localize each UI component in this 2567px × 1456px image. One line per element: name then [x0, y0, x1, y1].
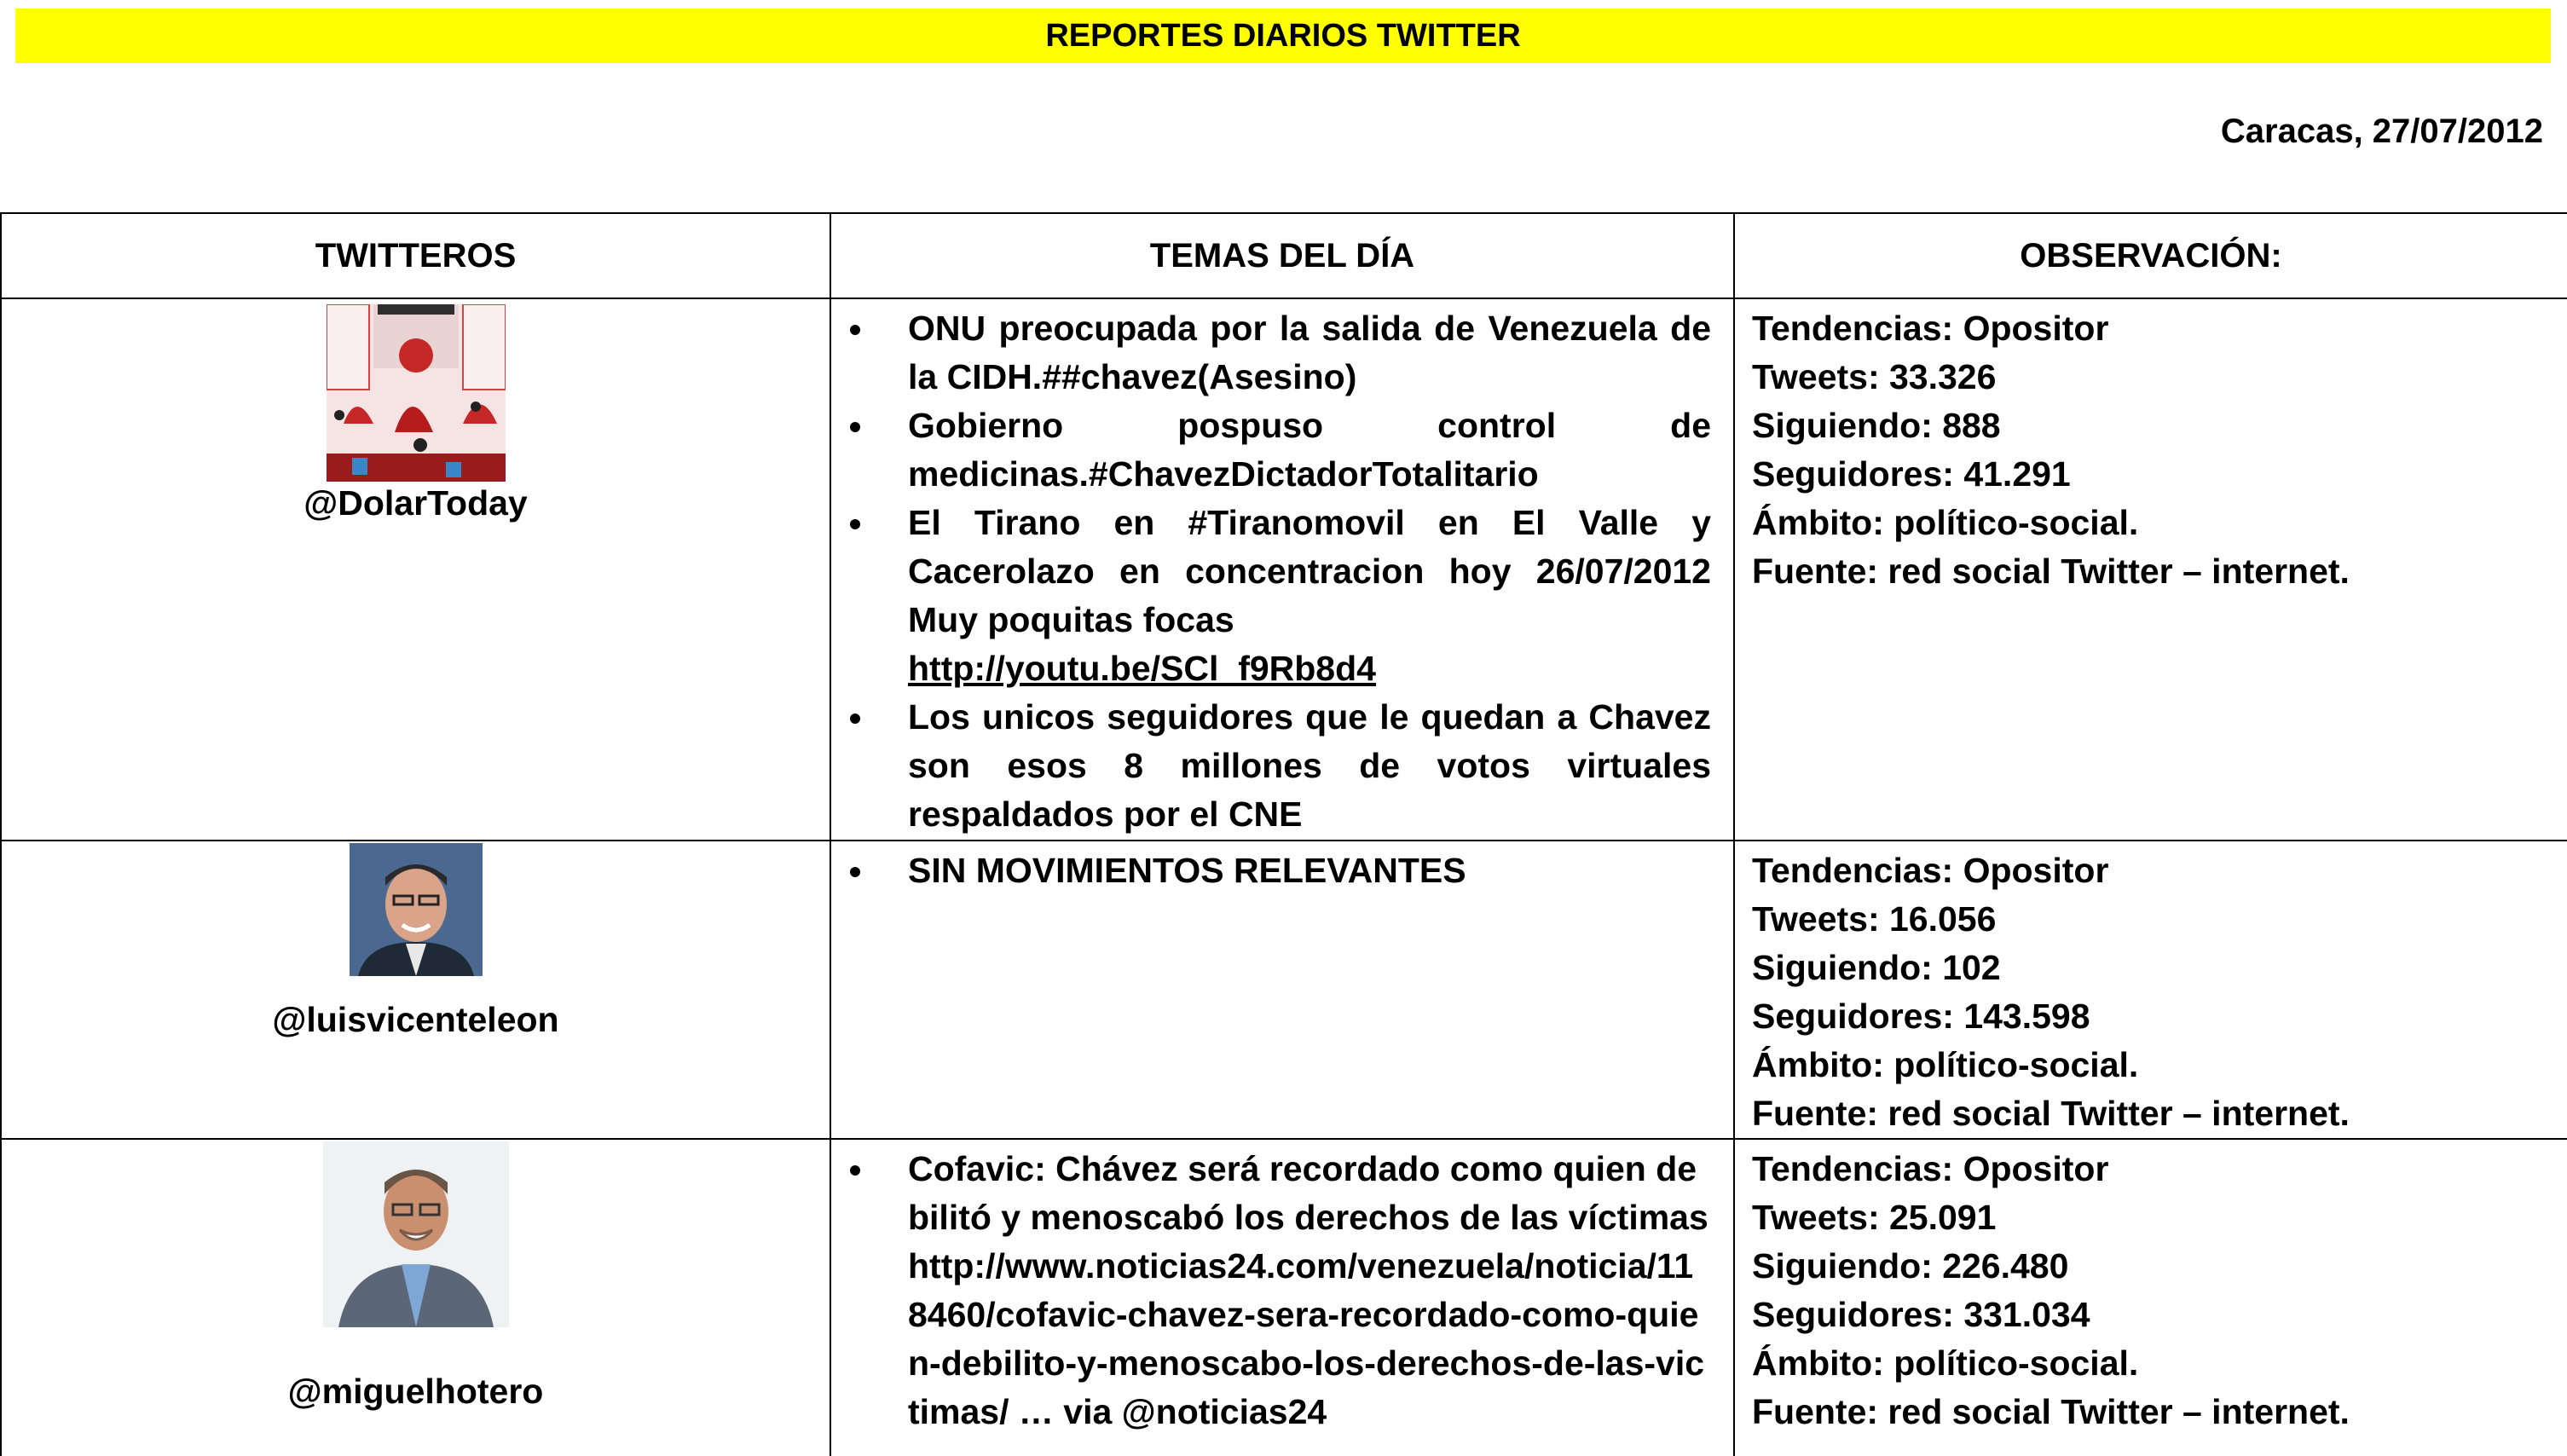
column-header-twitteros: TWITTEROS: [1, 213, 830, 298]
user-cell: [1, 841, 830, 1139]
topic-item: Los unicos seguidores que le quedan a Chavez son esos 8 millones de votos virtuales respaldados por el CNE: [908, 693, 1711, 839]
twitter-report-table: [0, 212, 2567, 1456]
twitter-handle[interactable]: @DolarToday: [304, 483, 528, 523]
obs-tendencias: Tendencias: Opositor: [1752, 1149, 2109, 1188]
topics-cell: [830, 1139, 1734, 1456]
twitter-handle[interactable]: @luisvicenteleon: [272, 1000, 559, 1039]
obs-siguiendo: Siguiendo: 102: [1752, 948, 2001, 987]
obs-seguidores: Seguidores: 143.598: [1752, 997, 2090, 1036]
report-date: Caracas, 27/07/2012: [2220, 113, 2543, 150]
topic-item: Gobierno pospuso control de medicinas.#ChavezDictadorTotalitario: [908, 402, 1711, 499]
obs-seguidores: Seguidores: 331.034: [1752, 1295, 2090, 1334]
table-row: [1, 298, 2567, 841]
portrait-avatar-icon: [323, 1141, 509, 1327]
obs-tweets: Tweets: 33.326: [1752, 357, 1997, 396]
obs-siguiendo: Siguiendo: 888: [1752, 406, 2001, 445]
obs-fuente: Fuente: red social Twitter – internet.: [1752, 1392, 2350, 1431]
user-cell: [1, 298, 830, 841]
portrait-avatar-icon: [350, 843, 483, 976]
topic-item: ONU preocupada por la salida de Venezuela de la CIDH.##chavez(Asesino): [908, 304, 1711, 402]
obs-seguidores: Seguidores: 41.291: [1752, 454, 2071, 494]
twitter-handle[interactable]: @miguelhotero: [287, 1372, 544, 1411]
obs-ambito: Ámbito: político-social.: [1752, 1045, 2139, 1084]
obs-tendencias: Tendencias: Opositor: [1752, 309, 2109, 348]
obs-siguiendo: Siguiendo: 226.480: [1752, 1246, 2069, 1286]
topic-item: Cofavic: Chávez será recordado como quien debilitó y menoscabó los derechos de las víctimas http://www.noticias24.com/venezuela/noticia/118460/cofavic-chavez-sera-recordado-como-quien-debilito-y-menoscabo-los-derechos-de-las-victimas/ … via @noticias24: [908, 1145, 1711, 1436]
obs-fuente: Fuente: red social Twitter – internet.: [1752, 1094, 2350, 1133]
obs-tendencias: Tendencias: Opositor: [1752, 851, 2109, 890]
topics-list: [831, 299, 1733, 839]
topic-item: SIN MOVIMIENTOS RELEVANTES: [908, 846, 1711, 895]
column-header-temas: TEMAS DEL DÍA: [830, 213, 1734, 298]
topics-list: [831, 1140, 1733, 1436]
obs-tweets: Tweets: 16.056: [1752, 899, 1997, 939]
obs-tweets: Tweets: 25.091: [1752, 1198, 1997, 1237]
youtube-link[interactable]: http://youtu.be/SCl_f9Rb8d4: [908, 649, 1376, 688]
cartoon-avatar-icon: [327, 304, 506, 482]
topics-cell: [830, 298, 1734, 841]
report-title-banner: REPORTES DIARIOS TWITTER: [15, 9, 2551, 63]
topics-cell: [830, 841, 1734, 1139]
obs-fuente: Fuente: red social Twitter – internet.: [1752, 552, 2350, 591]
table-row: [1, 841, 2567, 1139]
column-header-observacion: OBSERVACIÓN:: [1734, 213, 2567, 298]
user-cell: [1, 1139, 830, 1456]
topic-item: [908, 499, 1711, 693]
observations-cell: [1734, 1139, 2567, 1456]
table-header-row: [1, 213, 2567, 298]
observations-cell: [1734, 841, 2567, 1139]
table-row: [1, 1139, 2567, 1456]
observations-cell: [1734, 298, 2567, 841]
topics-list: [831, 841, 1733, 895]
topic-text: El Tirano en #Tiranomovil en El Valle y Cacerolazo en concentracion hoy 26/07/2012 Muy poquitas focas: [908, 503, 1711, 639]
obs-ambito: Ámbito: político-social.: [1752, 503, 2139, 542]
obs-ambito: Ámbito: político-social.: [1752, 1343, 2139, 1383]
